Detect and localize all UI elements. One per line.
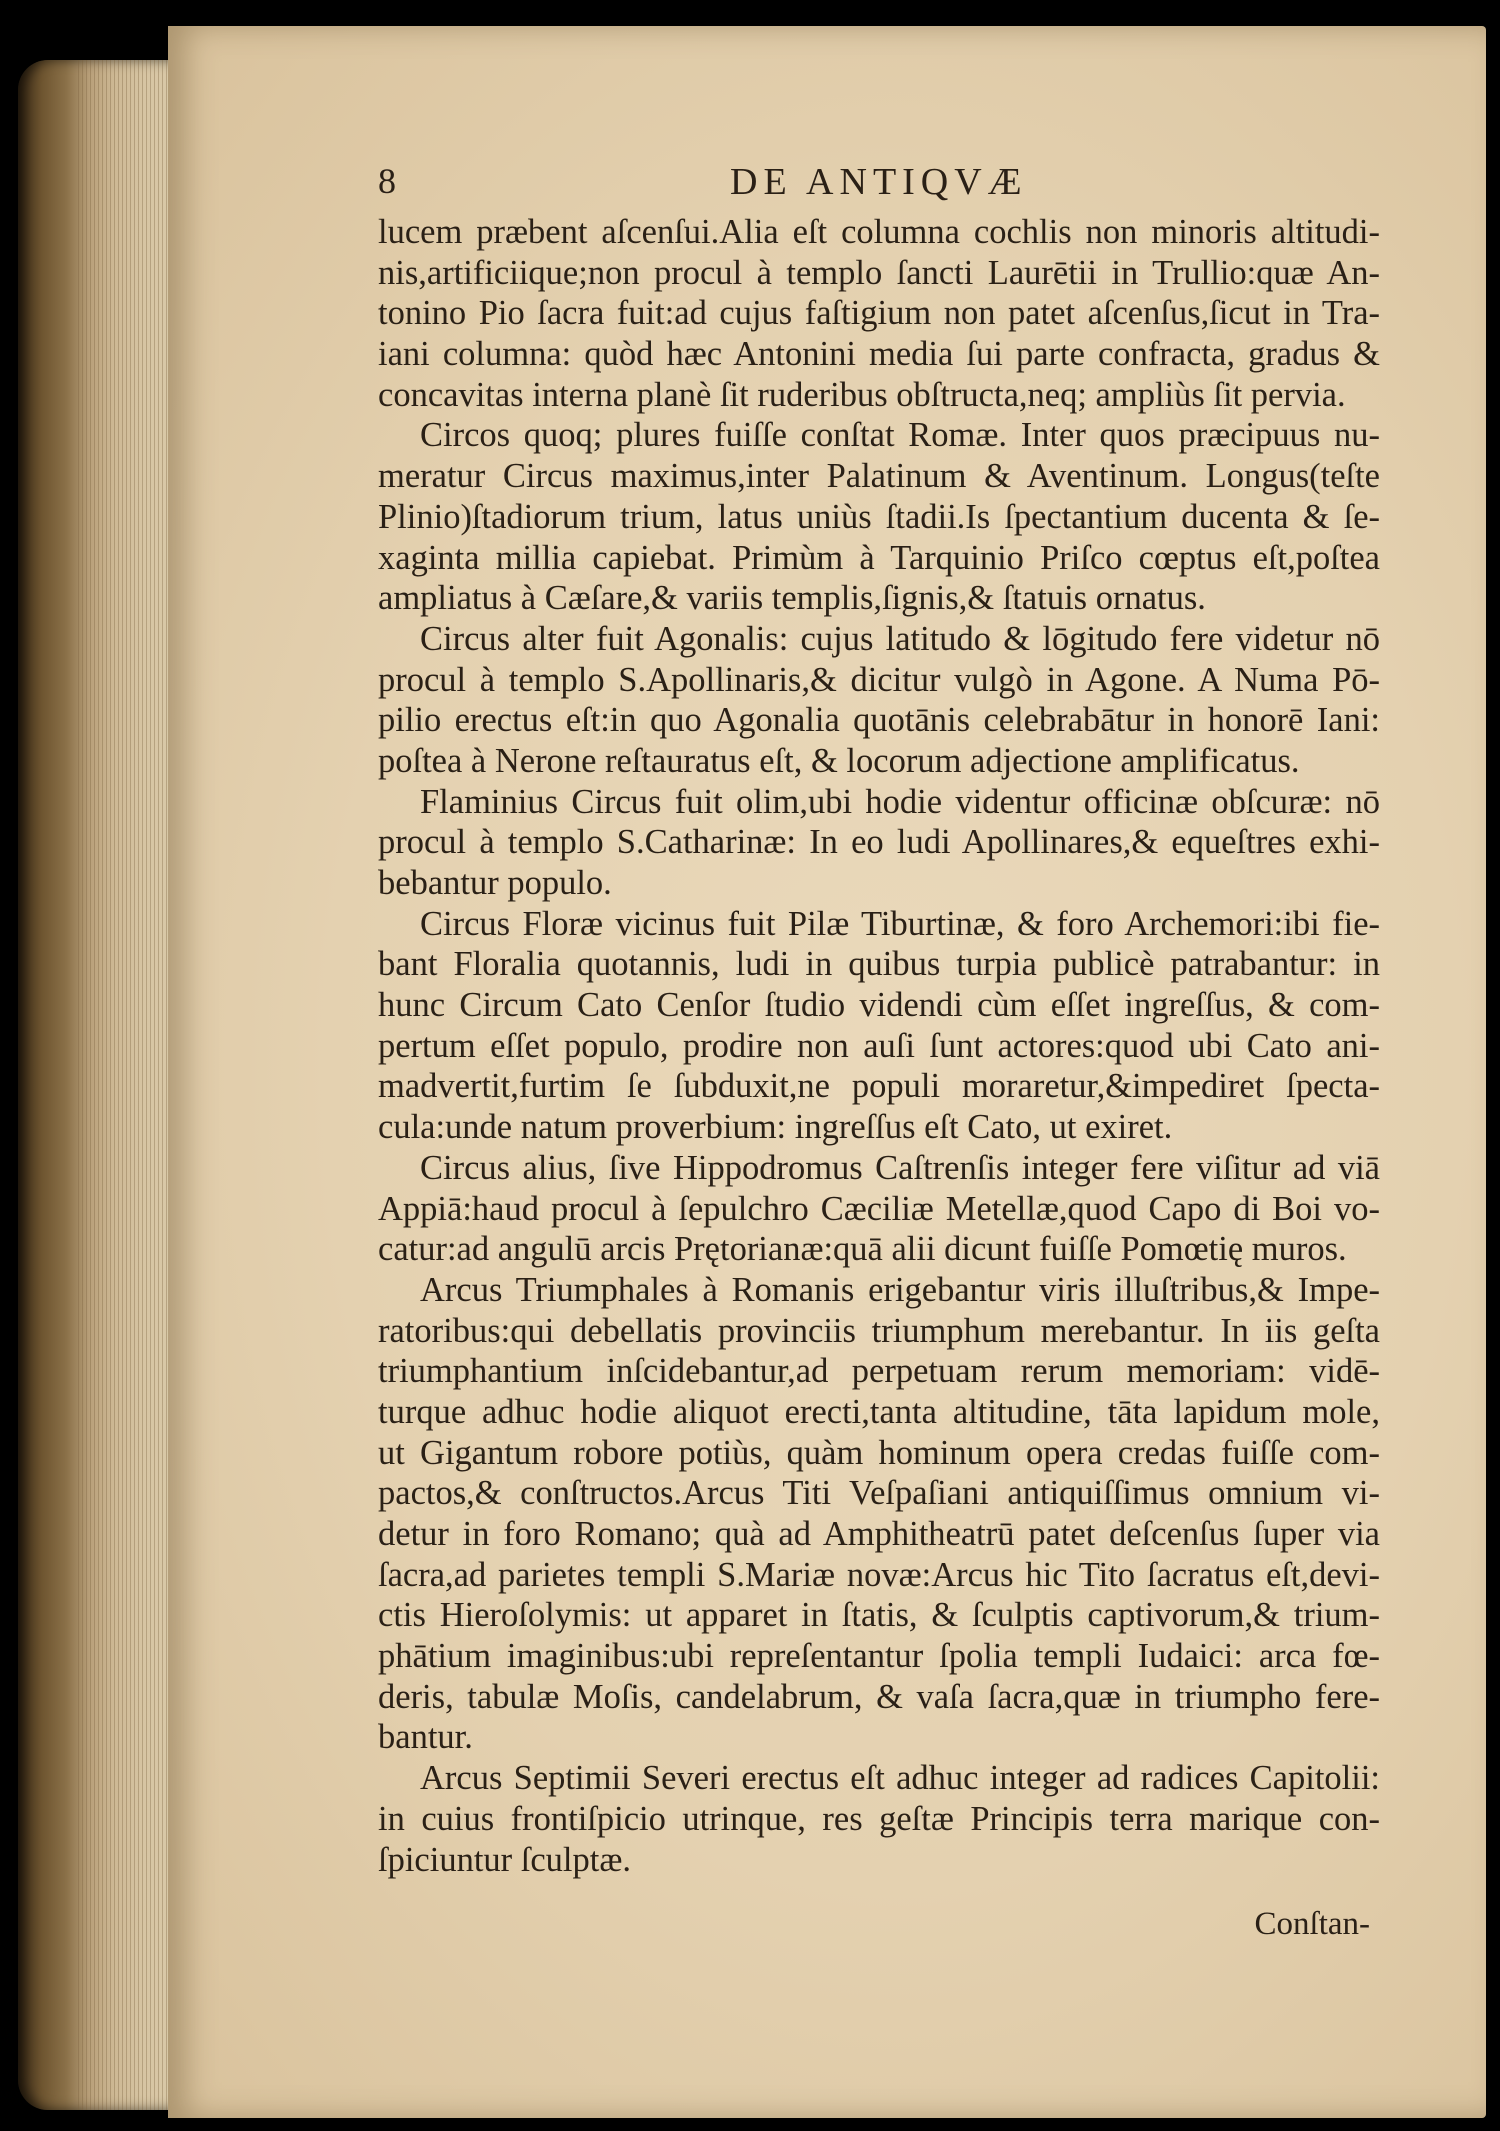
text-line: Circos quoq; plures fuiſſe conſtat Romæ. Inter quos præcipuus nu- [420,416,1380,455]
body-text [378,212,1380,1880]
text-line: pactos,& conſtructos.Arcus Titi Veſpaſiani antiquiſſimus omnium vi- [378,1474,1380,1513]
text-line: procul à templo S.Apollinaris,& dicitur vulgò in Agone. A Numa Pō- [378,660,1380,699]
text-line: concavitas interna planè ſit ruderibus obſtructa,neq; ampliùs ſit pervia. [378,375,1346,414]
page-edges [18,60,178,2110]
text-line: pilio erectus eſt:in quo Agonalia quotānis celebrabātur in honorē Iani: [378,701,1380,740]
text-line: cula:unde natum proverbium: ingreſſus eſt Cato, ut exiret. [378,1108,1173,1147]
text-line: ratoribus:qui debellatis provinciis triumphum merebantur. In iis geſta [378,1311,1380,1350]
text-line: ſacra,ad parietes templi S.Mariæ novæ:Arcus hic Tito ſacratus eſt,devi- [378,1555,1380,1594]
running-head [378,160,1378,210]
text-line: lucem præbent aſcenſui.Alia eſt columna cochlis non minoris altitudi- [378,213,1380,251]
text-line: tonino Pio ſacra fuit:ad cujus faſtigium non patet aſcenſus,ſicut in Tra- [378,294,1380,333]
paragraph [378,1758,1380,1880]
catchword: Conſtan- [1254,1906,1370,1942]
paragraph [378,212,1380,415]
text-line: Circus alius, ſive Hippodromus Caſtrenſis integer fere viſitur ad viā [420,1148,1380,1187]
page-number: 8 [378,161,396,201]
text-line: Circus Floræ vicinus fuit Pilæ Tiburtinæ, & foro Archemori:ibi fie- [420,904,1380,943]
paragraph [378,904,1380,1148]
text-line: turque adhuc hodie aliquot erecti,tanta altitudine, tāta lapidum mole, [378,1392,1380,1431]
text-line: poſtea à Nerone reſtauratus eſt, & locorum adjectione amplificatus. [378,741,1300,780]
text-line: ctis Hieroſolymis: ut apparet in ſtatis, & ſculptis captivorum,& trium- [378,1596,1380,1635]
text-line: phātium imaginibus:ubi repreſentantur ſpolia templi Iudaici: arca fœ- [378,1637,1380,1676]
text-line: meratur Circus maximus,inter Palatinum & Aventinum. Longus(teſte [378,457,1380,496]
text-line: madvertit,furtim ſe ſubduxit,ne populi moraretur,&impediret ſpecta- [378,1067,1380,1106]
text-line: deris, tabulæ Moſis, candelabrum, & vaſa ſacra,quæ in triumpho fere- [378,1677,1380,1716]
text-line: iani columna: quòd hæc Antonini media ſui parte confracta, gradus & [378,335,1380,374]
text-line: procul à templo S.Catharinæ: In eo ludi Apollinares,& equeſtres exhi- [378,823,1380,862]
text-line: bantur. [378,1718,473,1757]
text-line: pertum eſſet populo, prodire non auſi ſunt actores:quod ubi Cato ani- [378,1026,1380,1065]
text-line: Arcus Triumphales à Romanis erigebantur viris illuſtribus,& Impe- [420,1270,1380,1309]
text-line: triumphantium inſcidebantur,ad perpetuam rerum memoriam: vidē- [378,1352,1380,1391]
text-line: in cuius frontiſpicio utrinque, res geſtæ Principis terra marique con- [378,1799,1380,1838]
text-line: Circus alter fuit Agonalis: cujus latitudo & lōgitudo fere videtur nō [420,619,1380,658]
text-line: catur:ad angulū arcis Prętorianæ:quā alii dicunt fuiſſe Pomœtię muros. [378,1230,1347,1269]
text-line: detur in foro Romano; quà ad Amphitheatrū patet deſcenſus ſuper via [378,1515,1380,1553]
text-line: Flaminius Circus fuit olim,ubi hodie videntur officinæ obſcuræ: nō [420,782,1380,821]
paragraph [378,1148,1380,1270]
text-line: ut Gigantum robore potiùs, quàm hominum opera credas fuiſſe com- [378,1433,1380,1472]
paragraph [378,782,1380,904]
text-line: Arcus Septimii Severi erectus eſt adhuc integer ad radices Capitolii: [420,1759,1380,1798]
text-line: ſpiciuntur ſculptæ. [378,1840,631,1879]
text-line: bebantur populo. [378,864,612,902]
running-title: DE ANTIQVÆ [730,161,1028,203]
text-line: Plinio)ſtadiorum trium, latus uniùs ſtadii.Is ſpectantium ducenta & ſe- [378,497,1380,536]
text-line: xaginta millia capiebat. Primùm à Tarquinio Priſco cœptus eſt,poſtea [378,538,1380,577]
text-line: hunc Circum Cato Cenſor ſtudio videndi cùm eſſet ingreſſus, & com- [378,986,1380,1025]
text-line: ampliatus à Cæſare,& variis templis,ſignis,& ſtatuis ornatus. [378,579,1206,618]
text-line: bant Floralia quotannis, ludi in quibus turpia publicè patrabantur: in [378,945,1380,984]
text-line: nis,artificiique;non procul à templo ſancti Laurētii in Trullio:quæ An- [378,253,1380,292]
paragraph [378,619,1380,782]
paragraph [378,415,1380,618]
paragraph [378,1270,1380,1758]
text-line: Appiā:haud procul à ſepulchro Cæciliæ Metellæ,quod Capo di Boi vo- [378,1189,1380,1228]
